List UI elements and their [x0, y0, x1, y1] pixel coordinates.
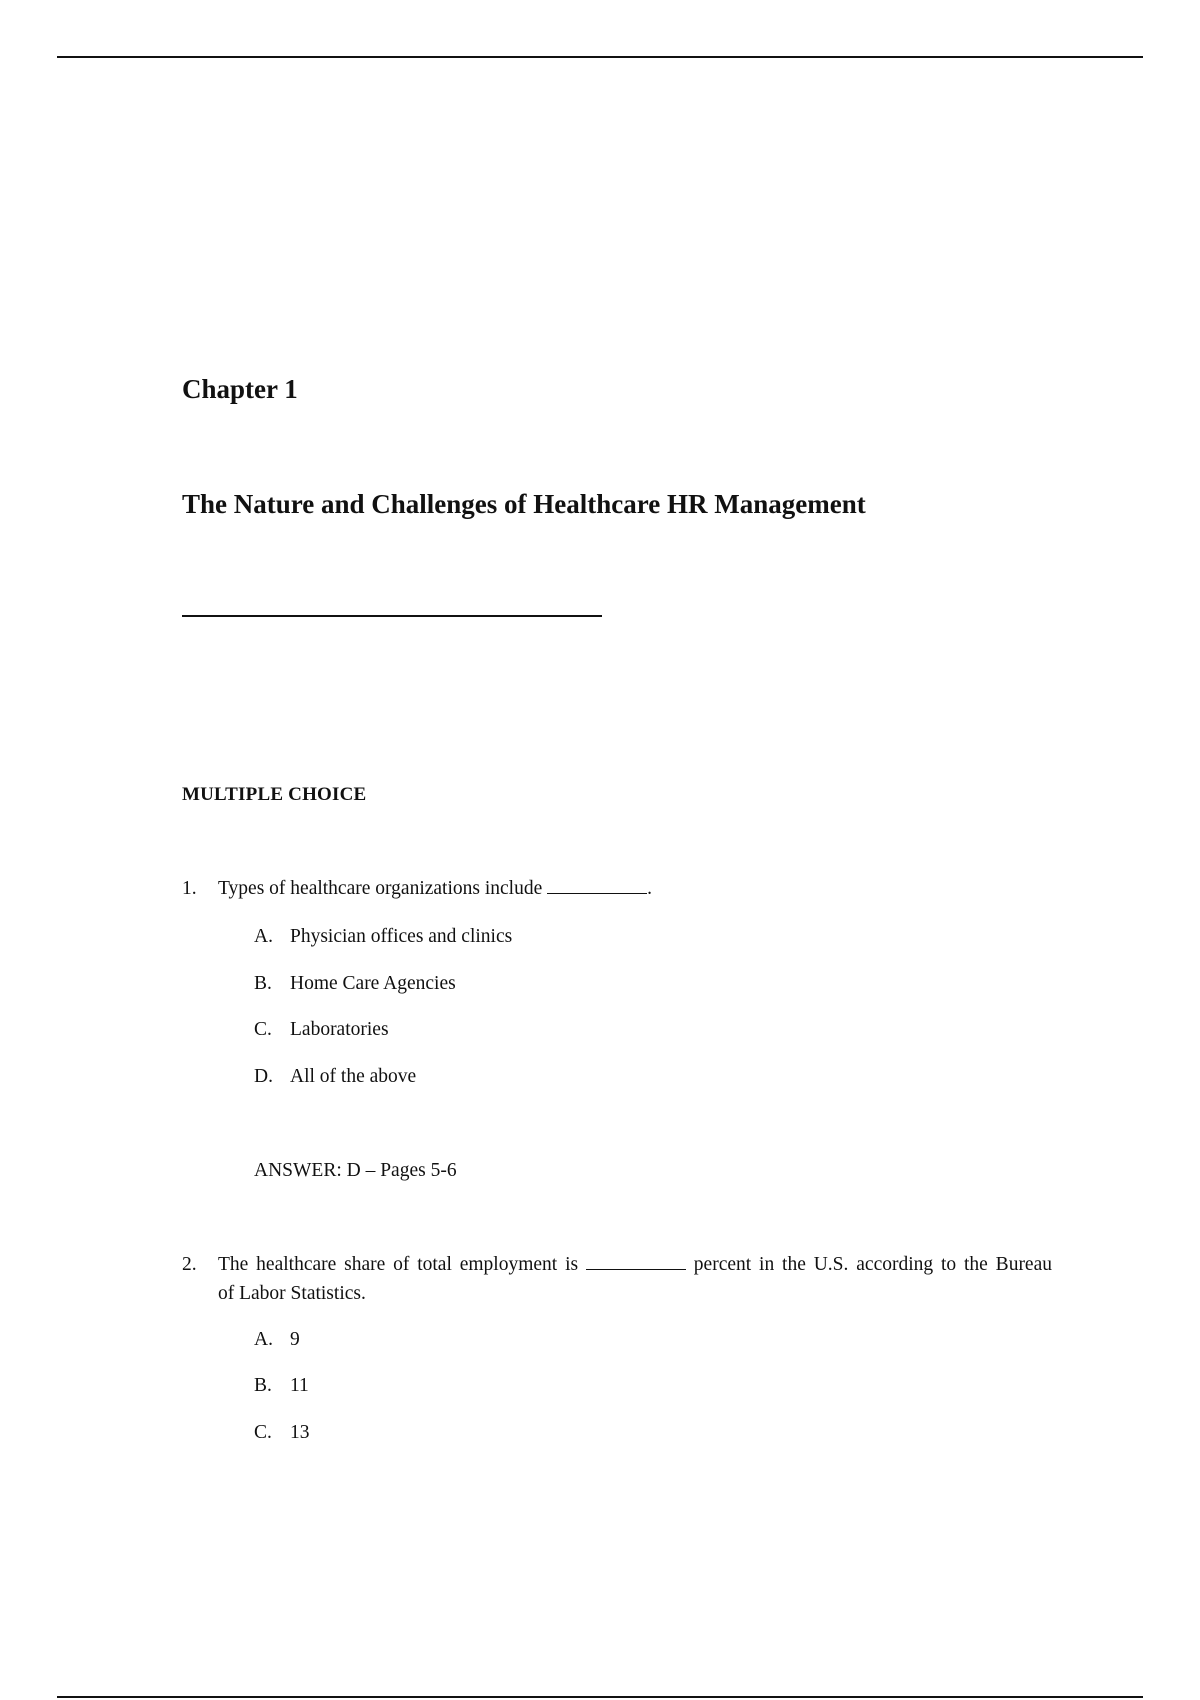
option-text: Physician offices and clinics — [290, 926, 513, 947]
question-text-after-blank: . — [647, 878, 652, 899]
question-text-line-2: of Labor Statistics. — [218, 1283, 366, 1304]
option-letter: A. — [254, 926, 273, 947]
option-letter: C. — [254, 1422, 272, 1443]
option-letter: D. — [254, 1066, 273, 1087]
answer-key: ANSWER: D – Pages 5-6 — [254, 1160, 457, 1181]
footer-rule — [57, 1696, 1143, 1698]
answer-blank — [586, 1253, 686, 1270]
question-number: 1. — [182, 878, 197, 899]
question-text-before-blank: Types of healthcare organizations include — [218, 878, 543, 899]
option-text: All of the above — [290, 1066, 417, 1087]
option-letter: B. — [254, 973, 272, 994]
question-text — [218, 877, 652, 901]
section-heading: MULTIPLE CHOICE — [182, 784, 367, 805]
question-text-before-blank: The healthcare share of total employment is — [218, 1254, 579, 1275]
chapter-title: The Nature and Challenges of Healthcare HR Management — [182, 489, 866, 519]
question-number: 2. — [182, 1254, 197, 1275]
answer-blank — [547, 877, 647, 894]
option-text: 11 — [290, 1375, 309, 1396]
chapter-heading: Chapter 1 — [182, 374, 298, 404]
option-text: Laboratories — [290, 1019, 389, 1040]
option-text: 9 — [290, 1329, 300, 1350]
option-text: Home Care Agencies — [290, 973, 456, 994]
question-text — [218, 1253, 1052, 1277]
option-letter: B. — [254, 1375, 272, 1396]
title-underline-rule — [182, 615, 602, 617]
option-letter: A. — [254, 1329, 273, 1350]
option-letter: C. — [254, 1019, 272, 1040]
question-text-after-blank: percent in the U.S. according to the Bureau — [693, 1254, 1052, 1275]
option-text: 13 — [290, 1422, 310, 1443]
header-rule — [57, 56, 1143, 58]
